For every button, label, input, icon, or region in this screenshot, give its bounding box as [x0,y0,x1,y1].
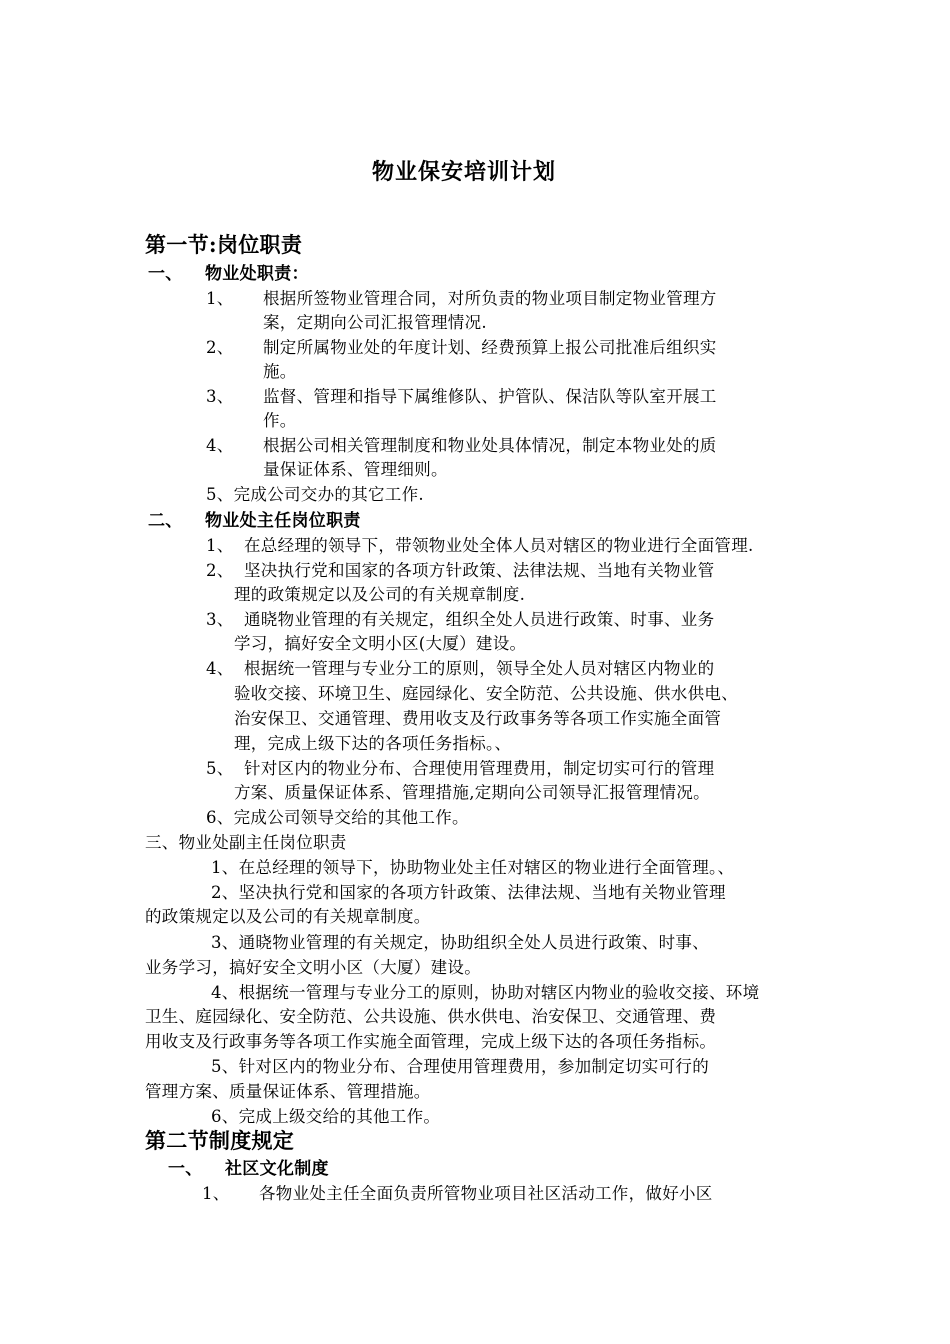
list-item-line: 制定所属物业处的年度计划、经费预算上报公司批准后组织实 [263,338,717,357]
part-1-number: 一、 [148,264,183,284]
list-item-line: 验收交接、环境卫生、庭园绿化、安全防范、公共设施、供水供电、 [234,684,738,703]
list-item-number: 5、 [206,759,234,778]
list-item-line: 在总经理的领导下，带领物业处全体人员对辖区的物业进行全面管理. [244,536,754,555]
list-item-line: 作。 [263,411,297,430]
list-item-line: 1、在总经理的领导下，协助物业处主任对辖区的物业进行全面管理。、 [211,858,735,877]
list-item-number: 1、 [206,536,234,555]
part-2-number: 二、 [148,511,183,531]
list-item-line: 根据所签物业管理合同，对所负责的物业项目制定物业管理方 [263,289,717,308]
list-item-line: 案，定期向公司汇报管理情况. [263,313,487,332]
list-item-line: 监督、管理和指导下属维修队、护管队、保洁队等队室开展工 [263,387,717,406]
section-1-heading: 第一节:岗位职责 [145,232,303,257]
list-item-line: 业务学习，搞好安全文明小区（大厦）建设。 [145,958,481,977]
list-item-line: 卫生、庭园绿化、安全防范、公共设施、供水供电、治安保卫、交通管理、费 [145,1007,717,1026]
list-item-line: 用收支及行政事务等各项工作实施全面管理，完成上级下达的各项任务指标。 [145,1032,717,1051]
part-2-heading: 物业处主任岗位职责 [205,511,361,531]
list-item-line: 3、通晓物业管理的有关规定，协助组织全处人员进行政策、时事、 [211,933,709,952]
list-item-line: 量保证体系、管理细则。 [263,460,448,479]
list-item-line: 各物业处主任全面负责所管物业项目社区活动工作，做好小区 [259,1184,713,1203]
list-item-line: 方案、质量保证体系、管理措施,定期向公司领导汇报管理情况。 [234,783,710,802]
list-item-number: 1、 [202,1184,230,1203]
list-item-line: 学习，搞好安全文明小区(大厦）建设。 [234,634,527,653]
list-item-line: 根据公司相关管理制度和物业处具体情况，制定本物业处的质 [263,436,717,455]
list-item-line: 理，完成上级下达的各项任务指标。、 [234,734,512,753]
document-title: 物业保安培训计划 [372,159,557,185]
list-item-number: 2、 [206,561,234,580]
list-item-line: 施。 [263,362,297,381]
list-item-number: 1、 [206,289,234,308]
list-item: 6、完成公司领导交给的其他工作。 [206,808,469,827]
list-item-line: 2、坚决执行党和国家的各项方针政策、法律法规、当地有关物业管理 [211,883,726,902]
list-item-line: 4、根据统一管理与专业分工的原则，协助对辖区内物业的验收交接、环境 [211,983,760,1002]
list-item-line: 坚决执行党和国家的各项方针政策、法律法规、当地有关物业管 [244,561,715,580]
part-1-heading: 物业处职责： [205,264,309,284]
list-item-line: 通晓物业管理的有关规定，组织全处人员进行政策、时事、业务 [244,610,715,629]
list-item-line: 针对区内的物业分布、合理使用管理费用，制定切实可行的管理 [244,759,715,778]
list-item-number: 3、 [206,387,234,406]
list-item-line: 治安保卫、交通管理、费用收支及行政事务等各项工作实施全面管 [234,709,722,728]
list-item: 5、完成公司交办的其它工作. [206,485,424,504]
list-item-number: 3、 [206,610,234,629]
list-item-number: 4、 [206,659,234,678]
list-item-line: 根据统一管理与专业分工的原则，领导全处人员对辖区内物业的 [244,659,715,678]
part-3-heading: 三、物业处副主任岗位职责 [145,833,347,852]
list-item-number: 4、 [206,436,234,455]
list-item-number: 2、 [206,338,234,357]
section-2-heading: 第二节制度规定 [145,1128,295,1153]
section-2-part-1-heading: 社区文化制度 [225,1159,329,1179]
list-item-line: 管理方案、质量保证体系、管理措施。 [145,1082,431,1101]
list-item-line: 的政策规定以及公司的有关规章制度。 [145,907,431,926]
list-item-line: 理的政策规定以及公司的有关规章制度. [234,585,526,604]
section-2-part-1-number: 一、 [168,1159,203,1179]
list-item-line: 5、针对区内的物业分布、合理使用管理费用，参加制定切实可行的 [211,1057,709,1076]
list-item-line: 6、完成上级交给的其他工作。 [211,1107,441,1126]
